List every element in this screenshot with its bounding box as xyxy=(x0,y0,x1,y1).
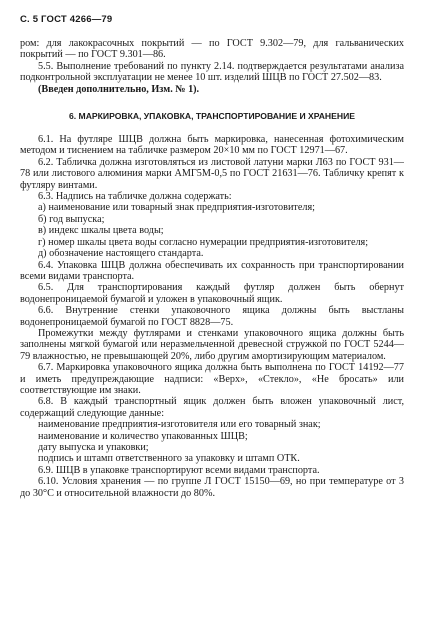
item-6-2: 6.2. Табличка должна изготовляться из листовой латуни марки Л63 по ГОСТ 931—78 или листового алюминия марки АМГ5М-0,5 по ГОСТ 21631—76. Табличку крепят к футляру винтами. xyxy=(20,156,404,191)
item-6-8-line-4: подпись и штамп ответственного за упаковку и штамп ОТК. xyxy=(38,453,300,465)
item-6-6-gaps: Промежутки между футлярами и стенками упаковочного ящика должны быть заполнены мягкой бумагой или неразмельченной древесной стружкой по ГОСТ 5244—79 влажностью, не превышающей 20%, либо другим амортизирующим материалом. xyxy=(20,327,404,362)
item-6-3-b: б) год выпуска; xyxy=(38,213,105,225)
item-6-8: 6.8. В каждый транспортный ящик должен быть вложен упаковочный лист, содержащий следующие данные: xyxy=(20,396,404,419)
item-6-9: 6.9. ШЦВ в упаковке транспортируют всеми видами транспорта. xyxy=(38,464,320,476)
item-6-3-d: д) обозначение настоящего стандарта. xyxy=(38,248,204,260)
paragraph-5-5: 5.5. Выполнение требований по пункту 2.14. подтверждается результатами анализа подконтрольной эксплуатации не менее 10 шт. изделий ШЦВ по ГОСТ 27.502—83. xyxy=(20,60,404,84)
document-page xyxy=(20,14,404,499)
item-6-3-g: г) номер шкалы цвета воды согласно нумерации предприятия-изготовителя; xyxy=(38,236,369,248)
item-6-8-line-1: наименование предприятия-изготовителя или его товарный знак; xyxy=(38,419,321,431)
item-6-10: 6.10. Условия хранения — по группе Л ГОСТ 15150—69, но при температуре от 3 до 30°С и относительной влажности до 80%. xyxy=(20,476,404,499)
amendment-note: (Введен дополнительно, Изм. № 1). xyxy=(38,83,200,95)
page-header: С. 5 ГОСТ 4266—79 xyxy=(20,14,113,25)
section-title: 6. МАРКИРОВКА, УПАКОВКА, ТРАНСПОРТИРОВАНИЕ И ХРАНЕНИЕ xyxy=(69,111,355,122)
item-6-3: 6.3. Надпись на табличке должна содержать: xyxy=(38,191,232,203)
item-6-7: 6.7. Маркировка упаковочного ящика должна быть выполнена по ГОСТ 14192—77 и иметь предупреждающие надписи: «Верх», «Стекло», «Не бросать» или соответствующие им знаки. xyxy=(20,362,404,396)
item-6-3-a: а) наименование или товарный знак предприятия-изготовителя; xyxy=(38,202,315,214)
item-6-8-line-3: дату выпуска и упаковки; xyxy=(38,442,149,453)
item-6-8-line-2: наименование и количество упакованных ШЦВ; xyxy=(38,430,248,442)
item-6-3-v: в) индекс шкалы цвета воды; xyxy=(38,225,164,237)
item-6-4: 6.4. Упаковка ШЦВ должна обеспечивать их сохранность при транспортировании всеми видами транспорта. xyxy=(20,259,404,282)
item-6-6: 6.6. Внутренние стенки упаковочного ящика должны быть выстланы водонепроницаемой бумагой по ГОСТ 8828—75. xyxy=(20,305,404,328)
item-6-1: 6.1. На футляре ШЦВ должна быть маркировка, нанесенная фотохимическим методом и тиснением на табличке размером 20×10 мм по ГОСТ 12971—67. xyxy=(20,134,404,157)
item-6-5: 6.5. Для транспортирования каждый футляр должен быть обернут водонепроницаемой бумагой и уложен в упаковочный ящик. xyxy=(20,282,404,305)
paragraph-continuation: ром: для лакокрасочных покрытий — по ГОСТ 9.302—79, для гальванических покрытий — по ГОСТ 9.301—86. xyxy=(20,38,404,61)
